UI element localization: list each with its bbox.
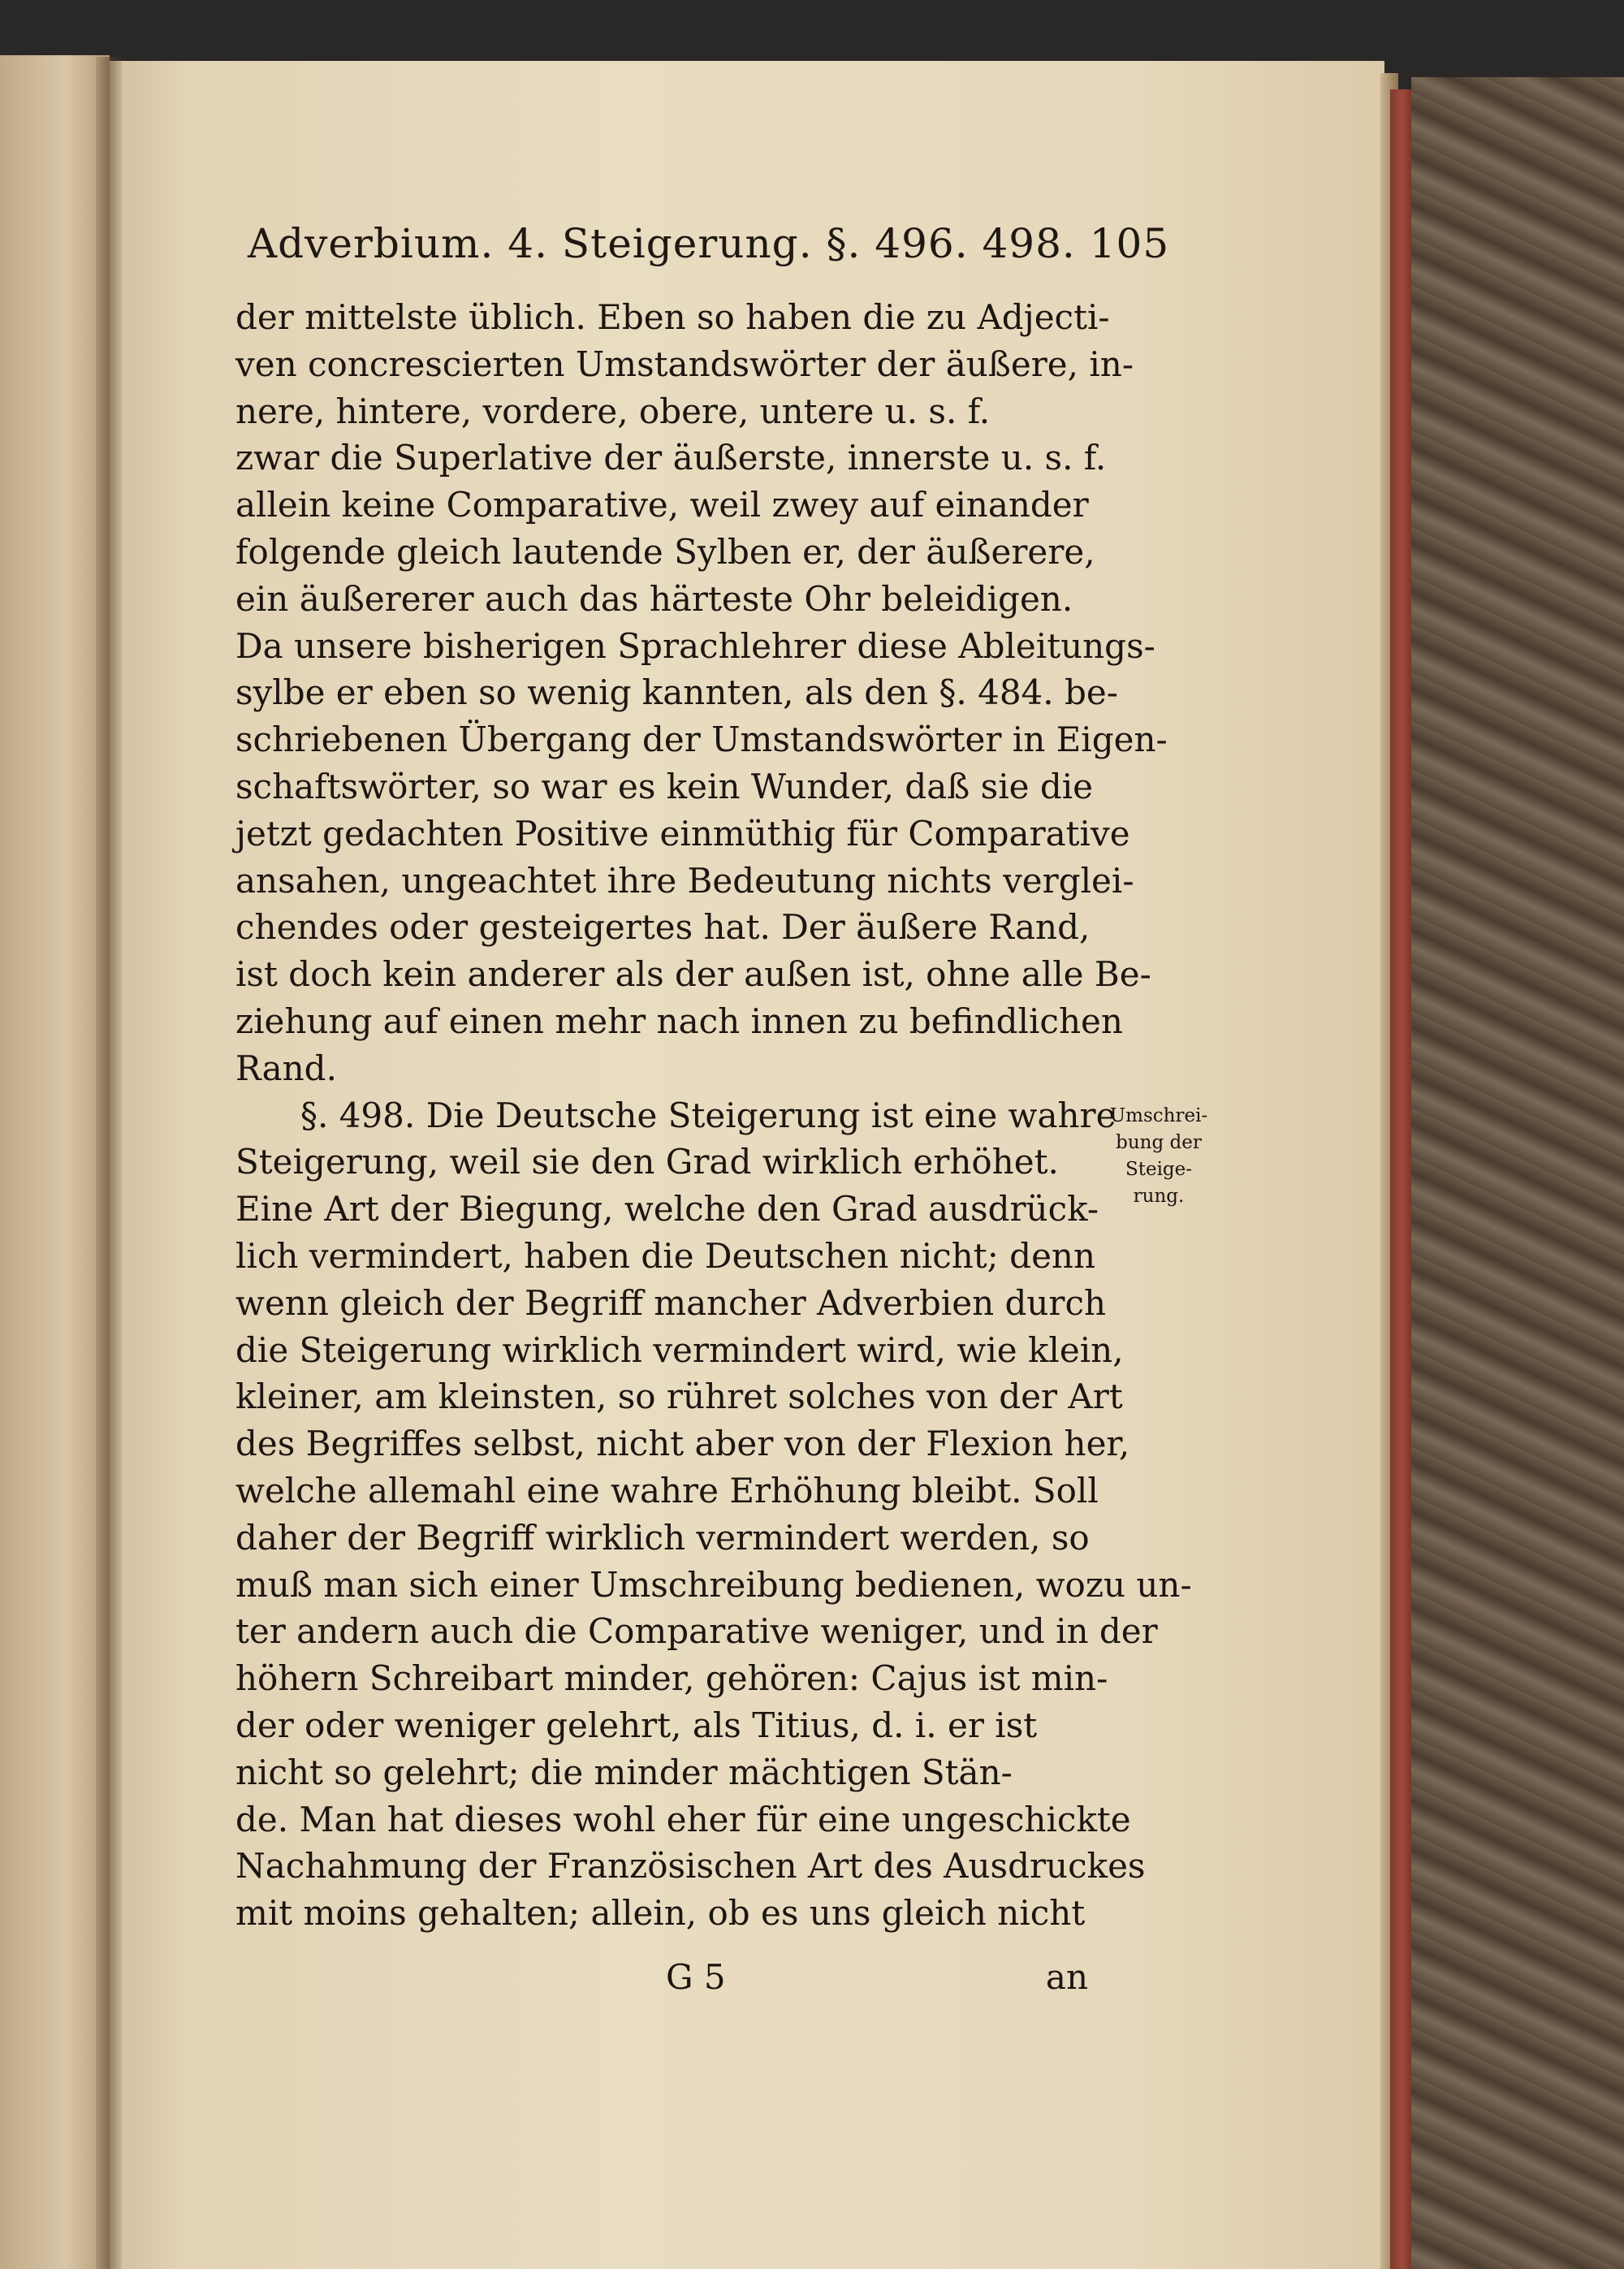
gutter-shadow xyxy=(96,57,122,2269)
signature-mark: G 5 xyxy=(666,1957,726,1997)
text-line: Nachahmung der Französischen Art des Ausdruckes xyxy=(235,1846,1146,1887)
text-line: welche allemahl eine wahre Erhöhung bleibt. Soll xyxy=(235,1470,1099,1511)
text-line: kleiner, am kleinsten, so rühret solches von der Art xyxy=(235,1377,1123,1417)
running-head: Adverbium. 4. Steigerung. §. 496. 498. 105 xyxy=(248,220,1170,267)
marginal-note-line: Steige- xyxy=(1125,1159,1193,1180)
text-line: der mittelste üblich. Eben so haben die zu Adjecti- xyxy=(235,297,1110,337)
text-line: Rand. xyxy=(235,1048,337,1088)
text-line: schaftswörter, so war es kein Wunder, daß sie die xyxy=(235,766,1094,806)
page-footer xyxy=(666,1953,1088,2002)
text-line: muß man sich einer Umschreibung bedienen, wozu un- xyxy=(235,1564,1192,1605)
section-498-start: §. 498. Die Deutsche Steigerung ist eine wahre xyxy=(300,1095,1116,1135)
text-line: ist doch kein anderer als der außen ist, ohne alle Be- xyxy=(235,954,1151,995)
text-line: Eine Art der Biegung, welche den Grad ausdrück- xyxy=(235,1189,1099,1230)
text-line: die Steigerung wirklich vermindert wird, wie klein, xyxy=(235,1329,1124,1370)
text-line: allein keine Comparative, weil zwey auf einander xyxy=(235,485,1089,525)
text-line: Steigerung, weil sie den Grad wirklich erhöhet. xyxy=(235,1142,1059,1182)
text-line: des Begriffes selbst, nicht aber von der Flexion her, xyxy=(235,1424,1130,1464)
text-line: nere, hintere, vordere, obere, untere u. s. f. xyxy=(235,391,991,431)
text-line: ein äußererer auch das härteste Ohr beleidigen. xyxy=(235,578,1073,619)
text-line: daher der Begriff wirklich vermindert werden, so xyxy=(235,1517,1090,1558)
catchword: an xyxy=(1045,1957,1088,1997)
text-line: ansahen, ungeachtet ihre Bedeutung nichts verglei- xyxy=(235,860,1134,901)
text-line: nicht so gelehrt; die minder mächtigen Stän- xyxy=(235,1752,1013,1792)
text-line: sylbe er eben so wenig kannten, als den §. 484. be- xyxy=(235,672,1118,713)
text-line: folgende gleich lautende Sylben er, der äußerere, xyxy=(235,531,1095,572)
marbled-cover xyxy=(1411,77,1624,2269)
marginal-note xyxy=(1098,1103,1220,1210)
text-line: schriebenen Übergang der Umstandswörter in Eigen- xyxy=(235,720,1168,760)
marginal-note-line: bung der xyxy=(1116,1132,1202,1153)
text-line: wenn gleich der Begriff mancher Adverbien durch xyxy=(235,1282,1107,1323)
text-line: höhern Schreibart minder, gehören: Cajus ist min- xyxy=(235,1658,1108,1699)
text-line: Da unsere bisherigen Sprachlehrer diese Ableitungs- xyxy=(235,625,1155,666)
text-line: mit moins gehalten; allein, ob es uns gleich nicht xyxy=(235,1893,1086,1934)
text-line: jetzt gedachten Positive einmüthig für Comparative xyxy=(235,813,1130,854)
text-line: zwar die Superlative der äußerste, innerste u. s. f. xyxy=(235,438,1107,478)
text-line: der oder weniger gelehrt, als Titius, d. i. er ist xyxy=(235,1705,1038,1745)
text-line: de. Man hat dieses wohl eher für eine ungeschickte xyxy=(235,1799,1131,1839)
left-page xyxy=(0,55,110,2269)
text-line: ter andern auch die Comparative weniger, und in der xyxy=(235,1611,1158,1652)
marginal-note-line: Umschrei- xyxy=(1109,1105,1208,1126)
marginal-note-line: rung. xyxy=(1133,1186,1185,1207)
text-line: chendes oder gesteigertes hat. Der äußere Rand, xyxy=(235,907,1091,948)
text-line: lich vermindert, haben die Deutschen nicht; denn xyxy=(235,1235,1096,1276)
text-line: ziehung auf einen mehr nach innen zu befindlichen xyxy=(235,1001,1123,1041)
text-line: ven concrescierten Umstandswörter der äußere, in- xyxy=(235,344,1134,384)
